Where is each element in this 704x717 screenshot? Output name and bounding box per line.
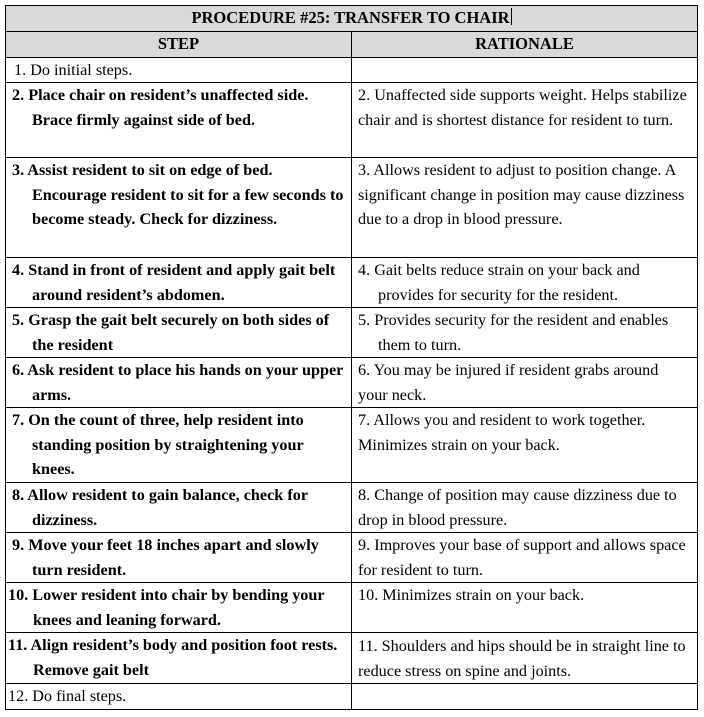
procedure-title-text: PROCEDURE #25: TRANSFER TO CHAIR <box>191 8 510 27</box>
text-cursor <box>511 8 512 25</box>
rationale-cell: 7. Allows you and resident to work together. Minimizes strain on your back. <box>352 408 698 483</box>
step-text: 8. Allow resident to gain balance, check for dizziness. <box>12 486 308 529</box>
procedure-title <box>6 6 698 32</box>
table-row <box>6 258 698 308</box>
step-cell <box>6 308 352 358</box>
rationale-cell: 9. Improves your base of support and allows space for resident to turn. <box>352 533 698 583</box>
table-row <box>6 533 698 583</box>
table-row <box>6 483 698 533</box>
step-cell <box>6 633 352 684</box>
rationale-cell: 6. You may be injured if resident grabs around your neck. <box>352 358 698 408</box>
table-row <box>6 308 698 358</box>
step-text: 11. Align resident’s body and position foot rests. Remove gait belt <box>8 636 338 679</box>
rationale-cell: 10. Minimizes strain on your back. <box>352 583 698 633</box>
table-row <box>6 684 698 710</box>
table-row <box>6 158 698 258</box>
step-text: 2. Place chair on resident’s unaffected side. Brace firmly against side of bed. <box>12 86 309 129</box>
rationale-text: 4. Gait belts reduce strain on your back and provides for security for the resident. <box>358 261 640 304</box>
step-text: 5. Grasp the gait belt securely on both sides of the resident <box>12 311 330 354</box>
table-row <box>6 83 698 158</box>
step-cell <box>6 583 352 633</box>
header-row <box>6 32 698 58</box>
title-row <box>6 6 698 32</box>
table-row <box>6 358 698 408</box>
table-row <box>6 633 698 684</box>
step-text: 6. Ask resident to place his hands on your upper arms. <box>12 361 344 404</box>
step-cell <box>6 358 352 408</box>
step-column-header: STEP <box>6 32 352 58</box>
step-cell: 12. Do final steps. <box>6 684 352 710</box>
rationale-column-header: RATIONALE <box>352 32 698 58</box>
rationale-cell: 3. Allows resident to adjust to position change. A significant change in position may cause dizziness due to a drop in blood pressure. <box>352 158 698 258</box>
rationale-cell <box>352 258 698 308</box>
rationale-cell <box>352 684 698 710</box>
step-cell <box>6 483 352 533</box>
rationale-text: 5. Provides security for the resident and enables them to turn. <box>358 311 669 354</box>
rationale-cell <box>352 57 698 83</box>
step-text: 4. Stand in front of resident and apply gait belt around resident’s abdomen. <box>12 261 336 304</box>
step-cell <box>6 408 352 483</box>
step-text: 9. Move your feet 18 inches apart and slowly turn resident. <box>12 536 319 579</box>
step-cell <box>6 158 352 258</box>
procedure-table <box>5 5 698 710</box>
step-cell <box>6 83 352 158</box>
step-cell <box>6 533 352 583</box>
step-cell <box>6 258 352 308</box>
step-text: 3. Assist resident to sit on edge of bed. Encourage resident to sit for a few seconds to become steady. Check for dizziness. <box>12 161 344 228</box>
rationale-cell: 8. Change of position may cause dizziness due to drop in blood pressure. <box>352 483 698 533</box>
table-row <box>6 408 698 483</box>
table-row <box>6 57 698 83</box>
rationale-cell: 11. Shoulders and hips should be in straight line to reduce stress on spine and joints. <box>352 633 698 684</box>
step-text: 10. Lower resident into chair by bending your knees and leaning forward. <box>8 586 325 629</box>
step-text: 7. On the count of three, help resident into standing position by straightening your knees. <box>12 411 304 478</box>
step-cell: 1. Do initial steps. <box>6 57 352 83</box>
rationale-cell: 2. Unaffected side supports weight. Helps stabilize chair and is shortest distance for resident to turn. <box>352 83 698 158</box>
rationale-cell <box>352 308 698 358</box>
table-row <box>6 583 698 633</box>
